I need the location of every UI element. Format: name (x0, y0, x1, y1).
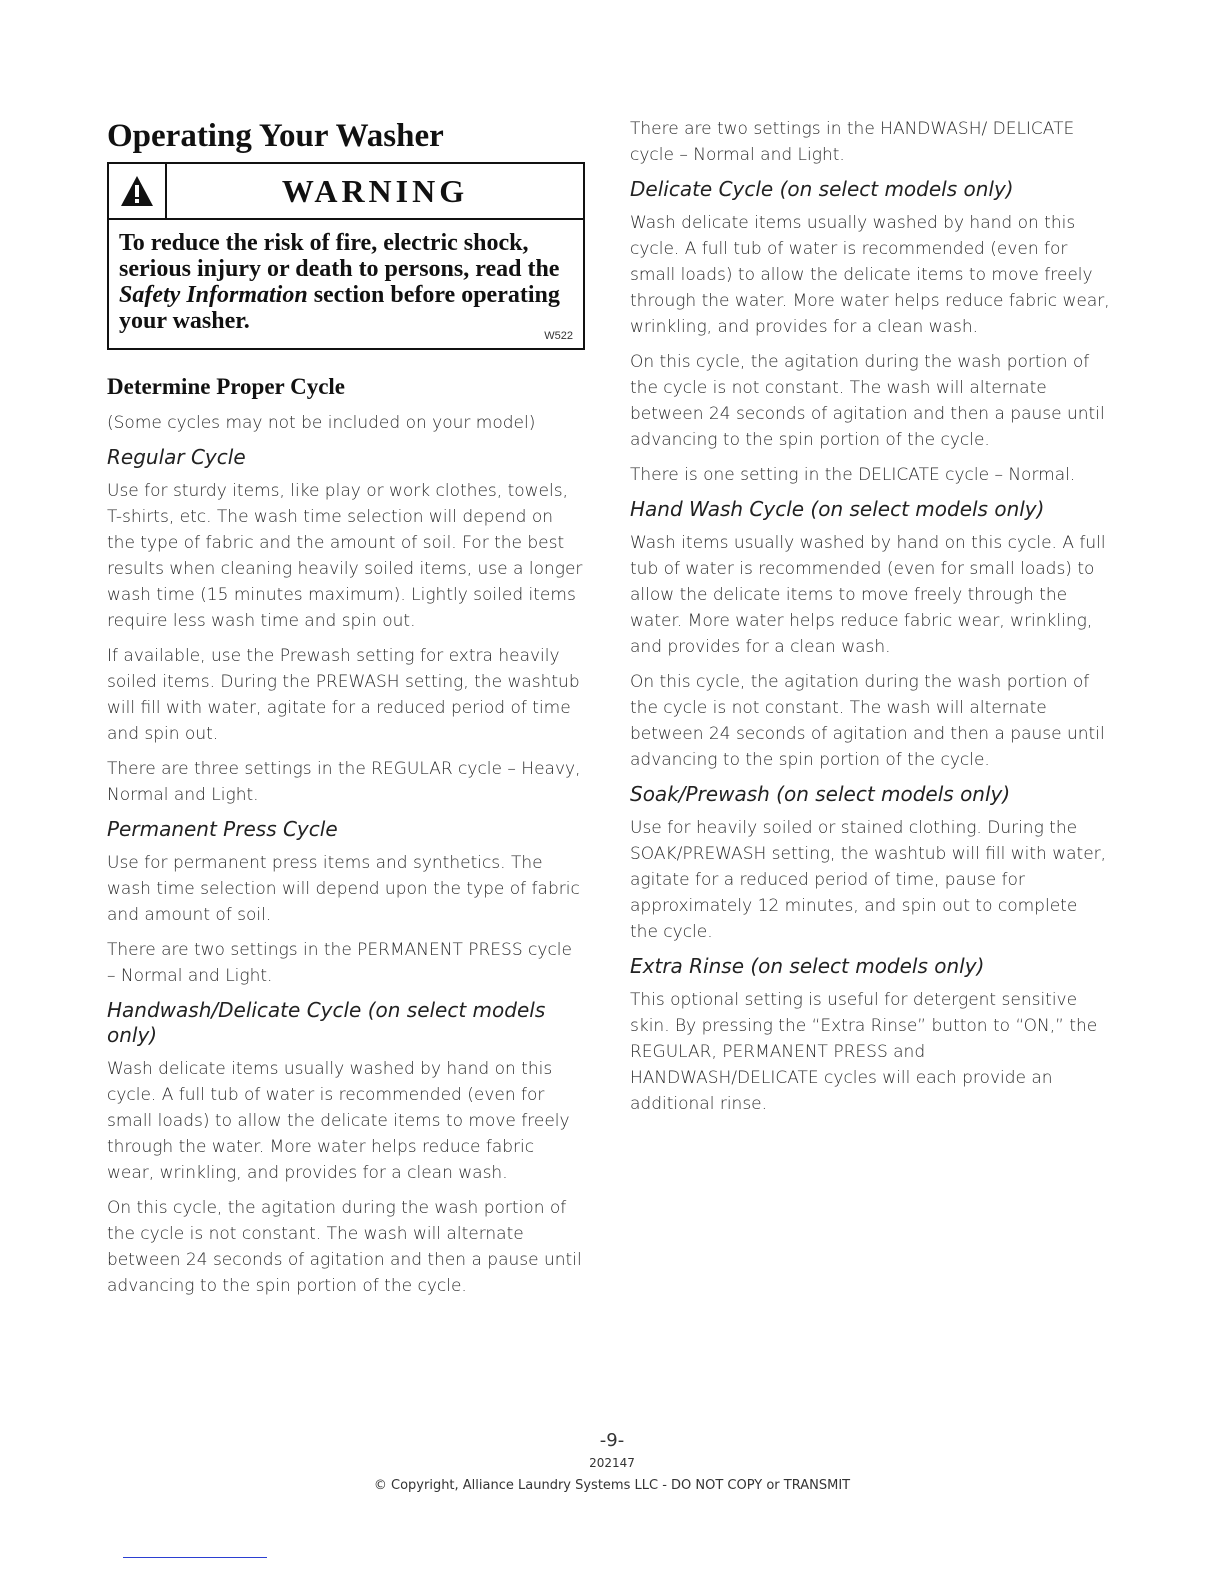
delicate-cycle-paragraph: Wash delicate items usually washed by hand on this cycle. A full tub of water is recommended (even for small loads) to allow the delicate items to move freely through the water. More water helps reduce fabric wear, wrinkling, and provides for a clean wash. (630, 213, 1110, 337)
delicate-cycle-paragraph: There is one setting in the DELICATE cycle – Normal. (630, 465, 1076, 485)
hand-wash-heading: Hand Wash Cycle (on select models only) (630, 497, 1045, 521)
safety-information-reference: Safety Information (119, 282, 308, 308)
permanent-press-paragraph: Use for permanent press items and synthetics. The wash time selection will depend upon the type of fabric and amount of soil. (107, 853, 580, 925)
soak-prewash-paragraph: Use for heavily soiled or stained clothing. During the SOAK/PREWASH setting, the washtub will fill with water, agitate for a reduced period of time, pause for approximately 12 minutes, and spin out to complete the cycle. (630, 818, 1107, 942)
section-title: Determine Proper Cycle (107, 374, 345, 399)
extra-rinse-heading: Extra Rinse (on select models only) (630, 954, 985, 978)
permanent-press-paragraph: There are two settings in the PERMANENT PRESS cycle – Normal and Light. (107, 940, 572, 986)
hand-wash-paragraph: Wash items usually washed by hand on this cycle. A full tub of water is recommended (even for small loads) to allow the delicate items to move freely through the water. More water helps reduce fabric wear, wrinkling, and provides for a clean wash. (630, 533, 1106, 657)
right-column (630, 116, 1110, 1126)
delicate-cycle-heading: Delicate Cycle (on select models only) (630, 177, 1014, 201)
warning-text-end: section before operating your washer. (119, 282, 560, 334)
extra-rinse-paragraph: This optional setting is useful for detergent sensitive skin. By pressing the “Extra Rinse” button to “ON,” the REGULAR, PERMANENT PRESS and HANDWASH/DELICATE cycles will each provide an additional rinse. (630, 990, 1098, 1114)
regular-cycle-heading: Regular Cycle (107, 445, 246, 469)
warning-icon (109, 164, 167, 218)
left-column (107, 116, 585, 1308)
handwash-delicate-settings: There are two settings in the HANDWASH/ DELICATE cycle – Normal and Light. (630, 119, 1075, 165)
permanent-press-heading: Permanent Press Cycle (107, 817, 338, 841)
warning-box (107, 162, 585, 350)
warning-text (119, 230, 573, 334)
soak-prewash-heading: Soak/Prewash (on select models only) (630, 782, 1011, 806)
warning-text-start: To reduce the risk of fire, electric shock, serious injury or death to persons, read the (119, 230, 560, 282)
page-number: -9- (599, 1430, 625, 1451)
warning-body (109, 220, 583, 348)
delicate-cycle-paragraph: On this cycle, the agitation during the wash portion of the cycle is not constant. The wash will alternate between 24 seconds of agitation and then a pause until advancing to the spin portion of the cycle. (630, 352, 1105, 450)
bottom-rule (123, 1557, 267, 1558)
hand-wash-paragraph: On this cycle, the agitation during the wash portion of the cycle is not constant. The wash will alternate between 24 seconds of agitation and then a pause until advancing to the spin portion of the cycle. (630, 672, 1105, 770)
document-code: 202147 (589, 1456, 635, 1470)
handwash-delicate-paragraph: Wash delicate items usually washed by hand on this cycle. A full tub of water is recommended (even for small loads) to allow the delicate items to move freely through the water. More water helps reduce fabric wear, wrinkling, and provides for a clean wash. (107, 1059, 570, 1183)
handwash-delicate-heading: Handwash/Delicate Cycle (on select models only) (107, 998, 546, 1047)
regular-cycle-paragraph: If available, use the Prewash setting for extra heavily soiled items. During the PREWASH setting, the washtub will fill with water, agitate for a reduced period of time and spin out. (107, 646, 580, 744)
regular-cycle-paragraph: Use for sturdy items, like play or work clothes, towels, T-shirts, etc. The wash time selection will depend on the type of fabric and the amount of soil. For the best results when cleaning heavily soiled items, use a longer wash time (15 minutes maximum). Lightly soiled items require less wash time and spin out. (107, 481, 583, 631)
warning-code: W522 (544, 330, 573, 342)
regular-cycle-paragraph: There are three settings in the REGULAR cycle – Heavy, Normal and Light. (107, 759, 581, 805)
page-title: Operating Your Washer (107, 118, 444, 154)
copyright-notice: © Copyright, Alliance Laundry Systems LLC - DO NOT COPY or TRANSMIT (373, 1478, 851, 1493)
section-note: (Some cycles may not be included on your model) (107, 413, 536, 433)
warning-header (109, 164, 583, 220)
handwash-delicate-paragraph: On this cycle, the agitation during the wash portion of the cycle is not constant. The wash will alternate between 24 seconds of agitation and then a pause until advancing to the spin portion of the cycle. (107, 1198, 582, 1296)
warning-title: WARNING (281, 173, 469, 209)
